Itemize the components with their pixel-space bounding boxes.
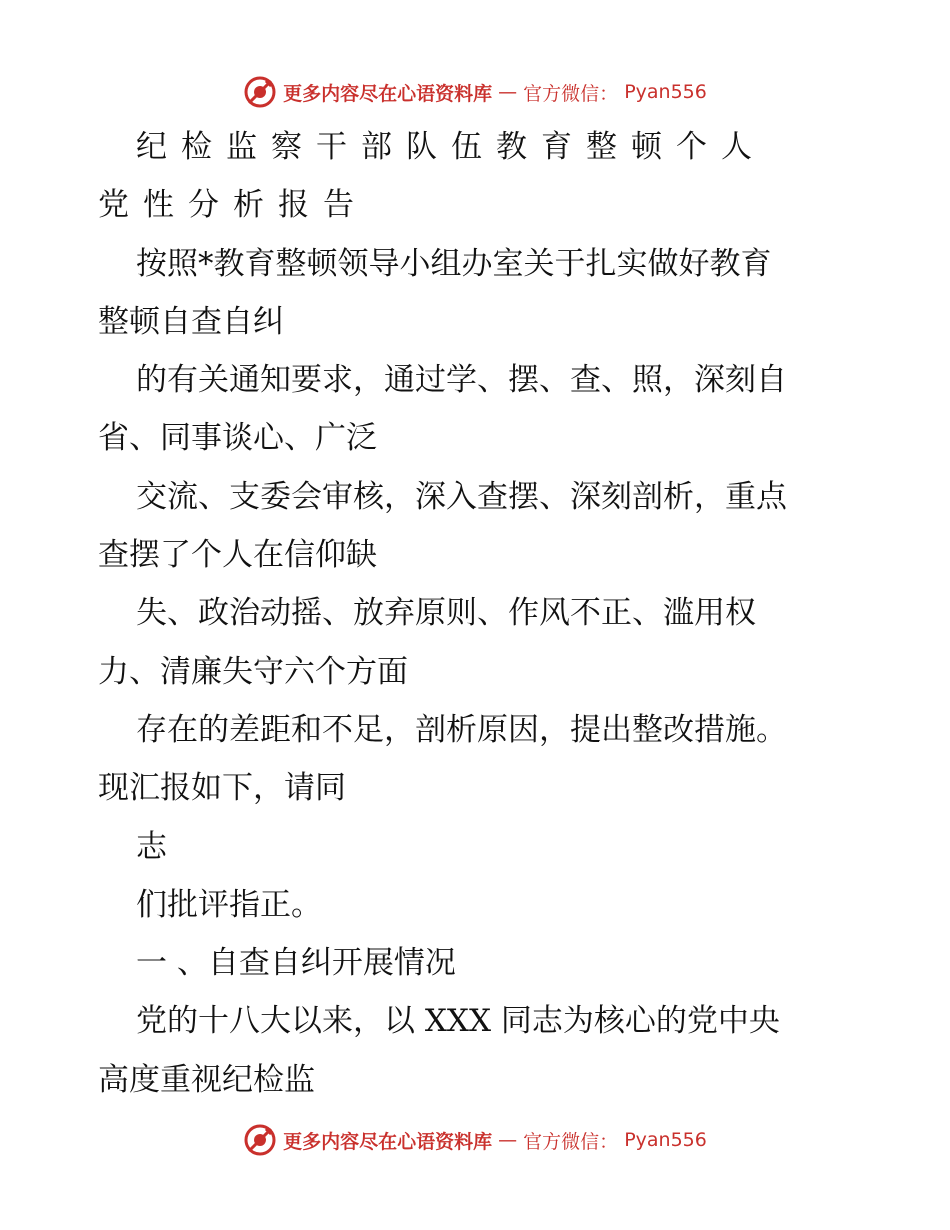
header-watermark-banner (0, 72, 950, 112)
doc-line: 现汇报如下，请同 (98, 770, 346, 807)
banner-contact-label: 官方微信： (523, 82, 619, 105)
doc-line: 交流、支委会审核，深入查摆、深刻剖析，重点 (136, 478, 787, 515)
doc-line: 高度重视纪检监 (98, 1061, 315, 1098)
doc-line: 省、同事谈心、广泛 (98, 420, 377, 457)
banner-contact-label: 官方微信： (523, 1130, 619, 1153)
banner-contact-id: Pyan556 (624, 1129, 707, 1151)
banner-contact-id: Pyan556 (624, 81, 707, 103)
banner-brand-text: 更多内容尽在心语资料库 (283, 82, 493, 105)
doc-title-line-1: 纪检监察干部队伍教育整顿个人 (136, 129, 766, 165)
doc-line: 们批评指正。 (136, 886, 322, 923)
banner-dash: — (498, 1129, 518, 1151)
doc-line: 的有关通知要求，通过学、摆、查、照，深刻自 (136, 362, 787, 399)
doc-line: 查摆了个人在信仰缺 (98, 537, 377, 574)
section-heading: 一 、自查自纠开展情况 (136, 945, 456, 982)
doc-line: 整顿自查自纠 (98, 303, 284, 340)
doc-line: 存在的差距和不足，剖析原因，提出整改措施。 (136, 711, 787, 748)
doc-line: 按照*教育整顿领导小组办室关于扎实做好教育 (136, 245, 772, 282)
doc-title-line-2: 党性分析报告 (98, 187, 368, 224)
doc-line: 失、政治动摇、放弃原则、作风不正、滥用权 (136, 595, 756, 632)
brand-logo-icon (243, 1123, 277, 1157)
brand-logo-icon (243, 75, 277, 109)
doc-line: 党的十八大以来，以 XXX 同志为核心的党中央 (136, 1003, 780, 1040)
doc-line: 志 (136, 828, 167, 865)
doc-line: 力、清廉失守六个方面 (98, 653, 408, 690)
document-body (98, 118, 858, 1109)
footer-watermark-banner (0, 1120, 950, 1160)
banner-brand-text: 更多内容尽在心语资料库 (283, 1130, 493, 1153)
banner-dash: — (498, 81, 518, 103)
